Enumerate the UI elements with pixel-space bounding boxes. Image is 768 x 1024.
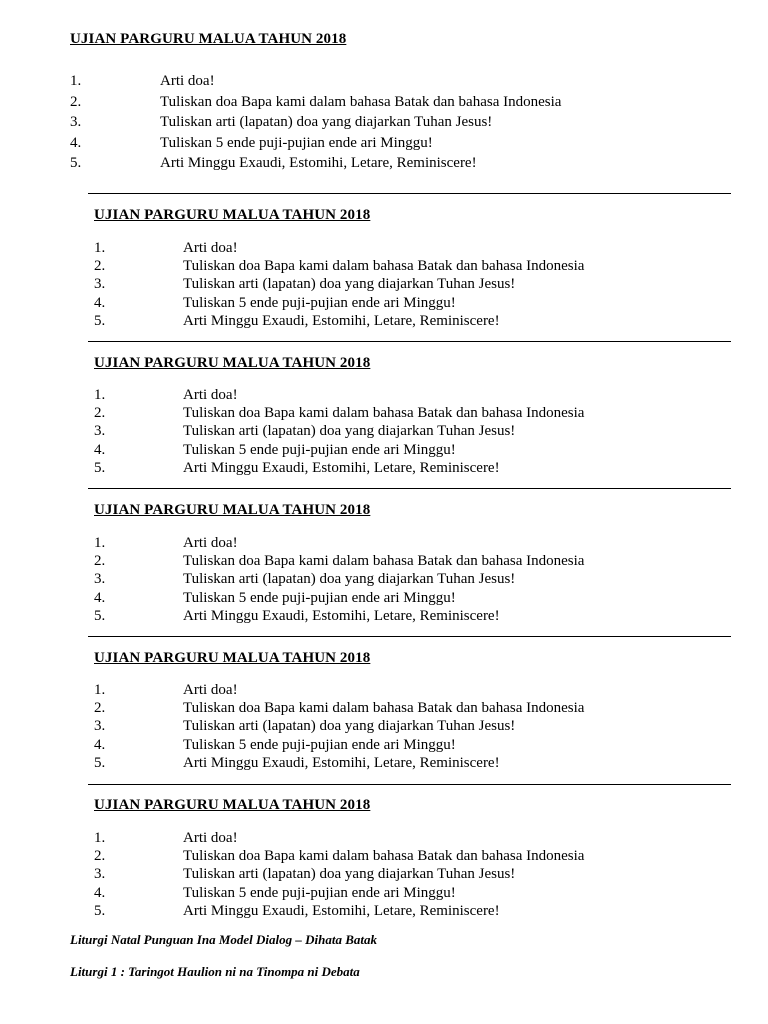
question-text: Arti Minggu Exaudi, Estomihi, Letare, Reminiscere! [160, 155, 477, 171]
question-text: Tuliskan doa Bapa kami dalam bahasa Batak dan bahasa Indonesia [183, 258, 585, 275]
question-number: 5. [94, 754, 106, 771]
question-text: Tuliskan doa Bapa kami dalam bahasa Batak dan bahasa Indonesia [183, 848, 585, 865]
question-text: Arti doa! [183, 830, 238, 846]
section-divider [88, 488, 731, 489]
question-number: 3. [94, 866, 106, 883]
question-text: Arti doa! [183, 682, 238, 698]
question-text: Tuliskan 5 ende puji-pujian ende ari Minggu! [183, 441, 456, 458]
question-text: Tuliskan arti (lapatan) doa yang diajarkan Tuhan Jesus! [183, 423, 516, 440]
section-divider [88, 784, 731, 785]
question-number: 2. [94, 848, 106, 865]
section-divider [88, 636, 731, 637]
question-number: 2. [94, 700, 106, 717]
question-number: 2. [94, 405, 106, 422]
question-number: 4. [94, 294, 106, 311]
question-text: Arti doa! [183, 535, 238, 551]
question-text: Tuliskan doa Bapa kami dalam bahasa Batak dan bahasa Indonesia [183, 553, 585, 570]
exam-title: UJIAN PARGURU MALUA TAHUN 2018 [94, 207, 371, 223]
footer-line-1: Liturgi Natal Punguan Ina Model Dialog – Dihata Batak [70, 932, 378, 947]
question-number: 1. [94, 240, 106, 256]
question-text: Arti Minggu Exaudi, Estomihi, Letare, Reminiscere! [183, 902, 500, 919]
exam-title: UJIAN PARGURU MALUA TAHUN 2018 [94, 355, 371, 371]
question-text: Arti Minggu Exaudi, Estomihi, Letare, Reminiscere! [183, 312, 500, 329]
exam-title: UJIAN PARGURU MALUA TAHUN 2018 [94, 650, 371, 666]
question-number: 4. [94, 736, 106, 753]
question-text: Tuliskan doa Bapa kami dalam bahasa Batak dan bahasa Indonesia [160, 93, 562, 110]
question-text: Arti Minggu Exaudi, Estomihi, Letare, Reminiscere! [183, 459, 500, 476]
question-number: 4. [94, 884, 106, 901]
question-text: Tuliskan arti (lapatan) doa yang diajarkan Tuhan Jesus! [160, 114, 493, 130]
question-text: Tuliskan arti (lapatan) doa yang diajarkan Tuhan Jesus! [183, 276, 516, 293]
question-number: 3. [94, 276, 106, 293]
question-text: Tuliskan 5 ende puji-pujian ende ari Minggu! [183, 884, 456, 901]
question-number: 3. [94, 718, 106, 735]
section-divider [88, 341, 731, 342]
question-text: Tuliskan 5 ende puji-pujian ende ari Minggu! [183, 736, 456, 753]
question-text: Arti doa! [183, 240, 238, 256]
question-text: Arti Minggu Exaudi, Estomihi, Letare, Reminiscere! [183, 754, 500, 771]
question-text: Tuliskan 5 ende puji-pujian ende ari Minggu! [183, 294, 456, 311]
question-number: 3. [94, 423, 106, 440]
section-divider [88, 193, 731, 194]
exam-title: UJIAN PARGURU MALUA TAHUN 2018 [70, 31, 347, 47]
question-number: 1. [94, 682, 106, 698]
question-number: 1. [70, 73, 82, 89]
question-number: 2. [94, 258, 106, 275]
question-text: Tuliskan 5 ende puji-pujian ende ari Minggu! [183, 589, 456, 606]
question-number: 1. [94, 830, 106, 846]
question-number: 4. [94, 589, 106, 606]
question-text: Tuliskan doa Bapa kami dalam bahasa Batak dan bahasa Indonesia [183, 405, 585, 422]
question-number: 5. [94, 459, 106, 476]
question-number: 5. [94, 607, 106, 624]
question-text: Arti doa! [160, 73, 215, 89]
question-text: Tuliskan arti (lapatan) doa yang diajarkan Tuhan Jesus! [183, 866, 516, 883]
question-number: 5. [94, 312, 106, 329]
question-text: Tuliskan arti (lapatan) doa yang diajarkan Tuhan Jesus! [183, 571, 516, 588]
question-number: 1. [94, 387, 106, 403]
question-text: Tuliskan doa Bapa kami dalam bahasa Batak dan bahasa Indonesia [183, 700, 585, 717]
question-number: 3. [94, 571, 106, 588]
question-text: Tuliskan arti (lapatan) doa yang diajarkan Tuhan Jesus! [183, 718, 516, 735]
question-number: 4. [70, 134, 82, 151]
question-number: 5. [94, 902, 106, 919]
exam-title: UJIAN PARGURU MALUA TAHUN 2018 [94, 502, 371, 518]
question-number: 2. [94, 553, 106, 570]
question-number: 4. [94, 441, 106, 458]
question-text: Tuliskan 5 ende puji-pujian ende ari Minggu! [160, 134, 433, 151]
question-text: Arti doa! [183, 387, 238, 403]
question-number: 3. [70, 114, 82, 130]
footer-line-2: Liturgi 1 : Taringot Haulion ni na Tinompa ni Debata [70, 964, 360, 979]
question-number: 2. [70, 93, 82, 110]
exam-title: UJIAN PARGURU MALUA TAHUN 2018 [94, 797, 371, 813]
question-text: Arti Minggu Exaudi, Estomihi, Letare, Reminiscere! [183, 607, 500, 624]
question-number: 1. [94, 535, 106, 551]
question-number: 5. [70, 155, 82, 171]
